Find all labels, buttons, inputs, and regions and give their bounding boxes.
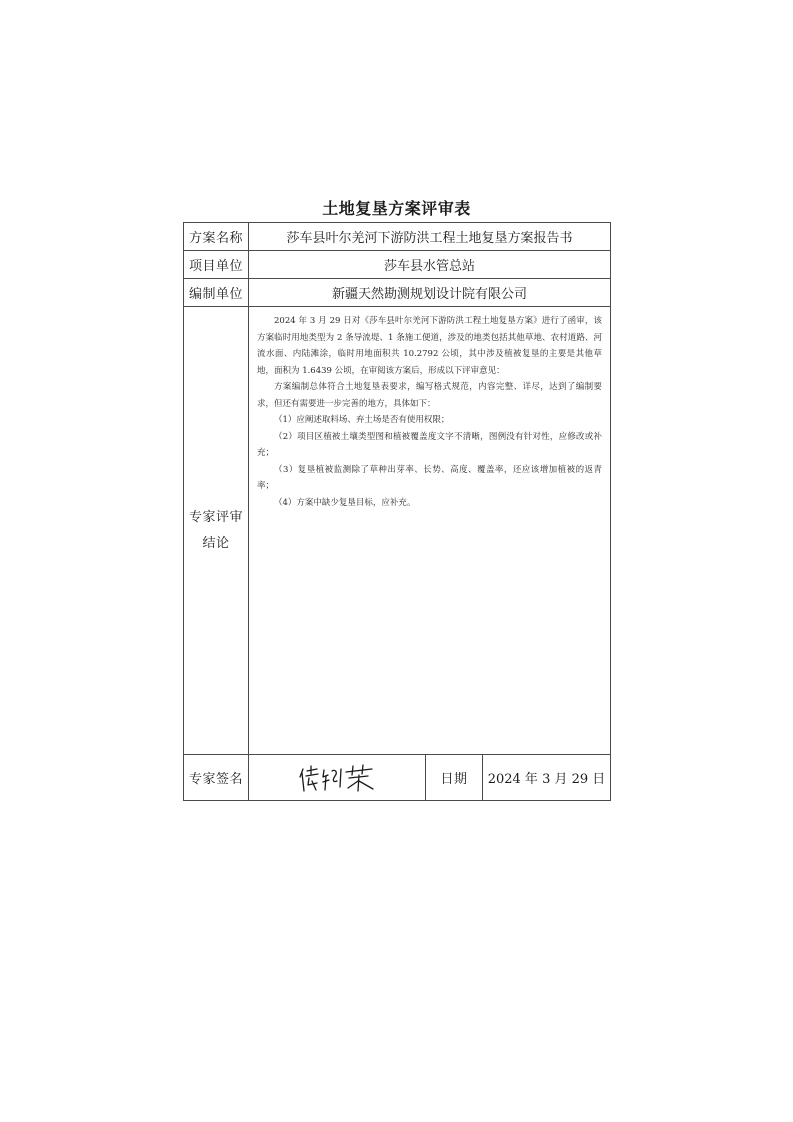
review-table — [183, 222, 611, 801]
review-paragraph: 方案编制总体符合土地复垦表要求，编写格式规范，内容完整、详尽，达到了编制要求，但还有需要进一步完善的地方，具体如下： — [257, 382, 602, 409]
review-conclusion-row — [184, 307, 611, 755]
signature-row — [184, 755, 611, 801]
review-conclusion-label — [184, 307, 249, 755]
review-paragraph: 2024 年 3 月 29 日对《莎车县叶尔羌河下游防洪工程土地复垦方案》进行了函审，该方案临时用地类型为 2 条导流堤、1 条施工便道，涉及的地类包括其他草地、农村道路、河流水面、内陆滩涂，临时用地面积共 10.2792 公顷，其中涉及植被复垦的主要是其他草地，面积为 1.6439 公顷，在审阅该方案后，形成以下评审意见： — [257, 316, 602, 376]
review-paragraph: （1）应阐述取料场、弃土场是否有使用权限； — [274, 415, 450, 425]
date-label: 日期 — [426, 755, 483, 801]
plan-name-label: 方案名称 — [184, 223, 249, 251]
review-paragraph: （3）复垦植被监测除了草种出芽率、长势、高度、覆盖率，还应该增加植被的返青率； — [257, 464, 602, 491]
plan-name-value: 莎车县叶尔羌河下游防洪工程土地复垦方案报告书 — [249, 223, 611, 251]
review-paragraph: （2）项目区植被土壤类型图和植被覆盖度文字不清晰，图例没有针对性，应修改或补充； — [257, 431, 602, 458]
review-label-line1: 专家评审 — [188, 509, 243, 525]
project-unit-label: 项目单位 — [184, 251, 249, 279]
handwritten-signature — [297, 763, 377, 793]
project-unit-row — [184, 251, 611, 279]
review-label-line2: 结论 — [202, 535, 230, 551]
project-unit-value: 莎车县水管总站 — [249, 251, 611, 279]
signature-label: 专家签名 — [184, 755, 249, 801]
compile-unit-label: 编制单位 — [184, 279, 249, 307]
compile-unit-value: 新疆天然勘测规划设计院有限公司 — [249, 279, 611, 307]
date-value: 2024 年 3 月 29 日 — [483, 755, 611, 801]
compile-unit-row — [184, 279, 611, 307]
form-title: 土地复垦方案评审表 — [322, 199, 471, 218]
review-conclusion-body — [249, 307, 611, 755]
signature-cell — [249, 755, 426, 801]
review-text — [249, 307, 610, 511]
review-paragraph: （4）方案中缺少复垦目标，应补充。 — [274, 497, 416, 508]
plan-name-row — [184, 223, 611, 251]
